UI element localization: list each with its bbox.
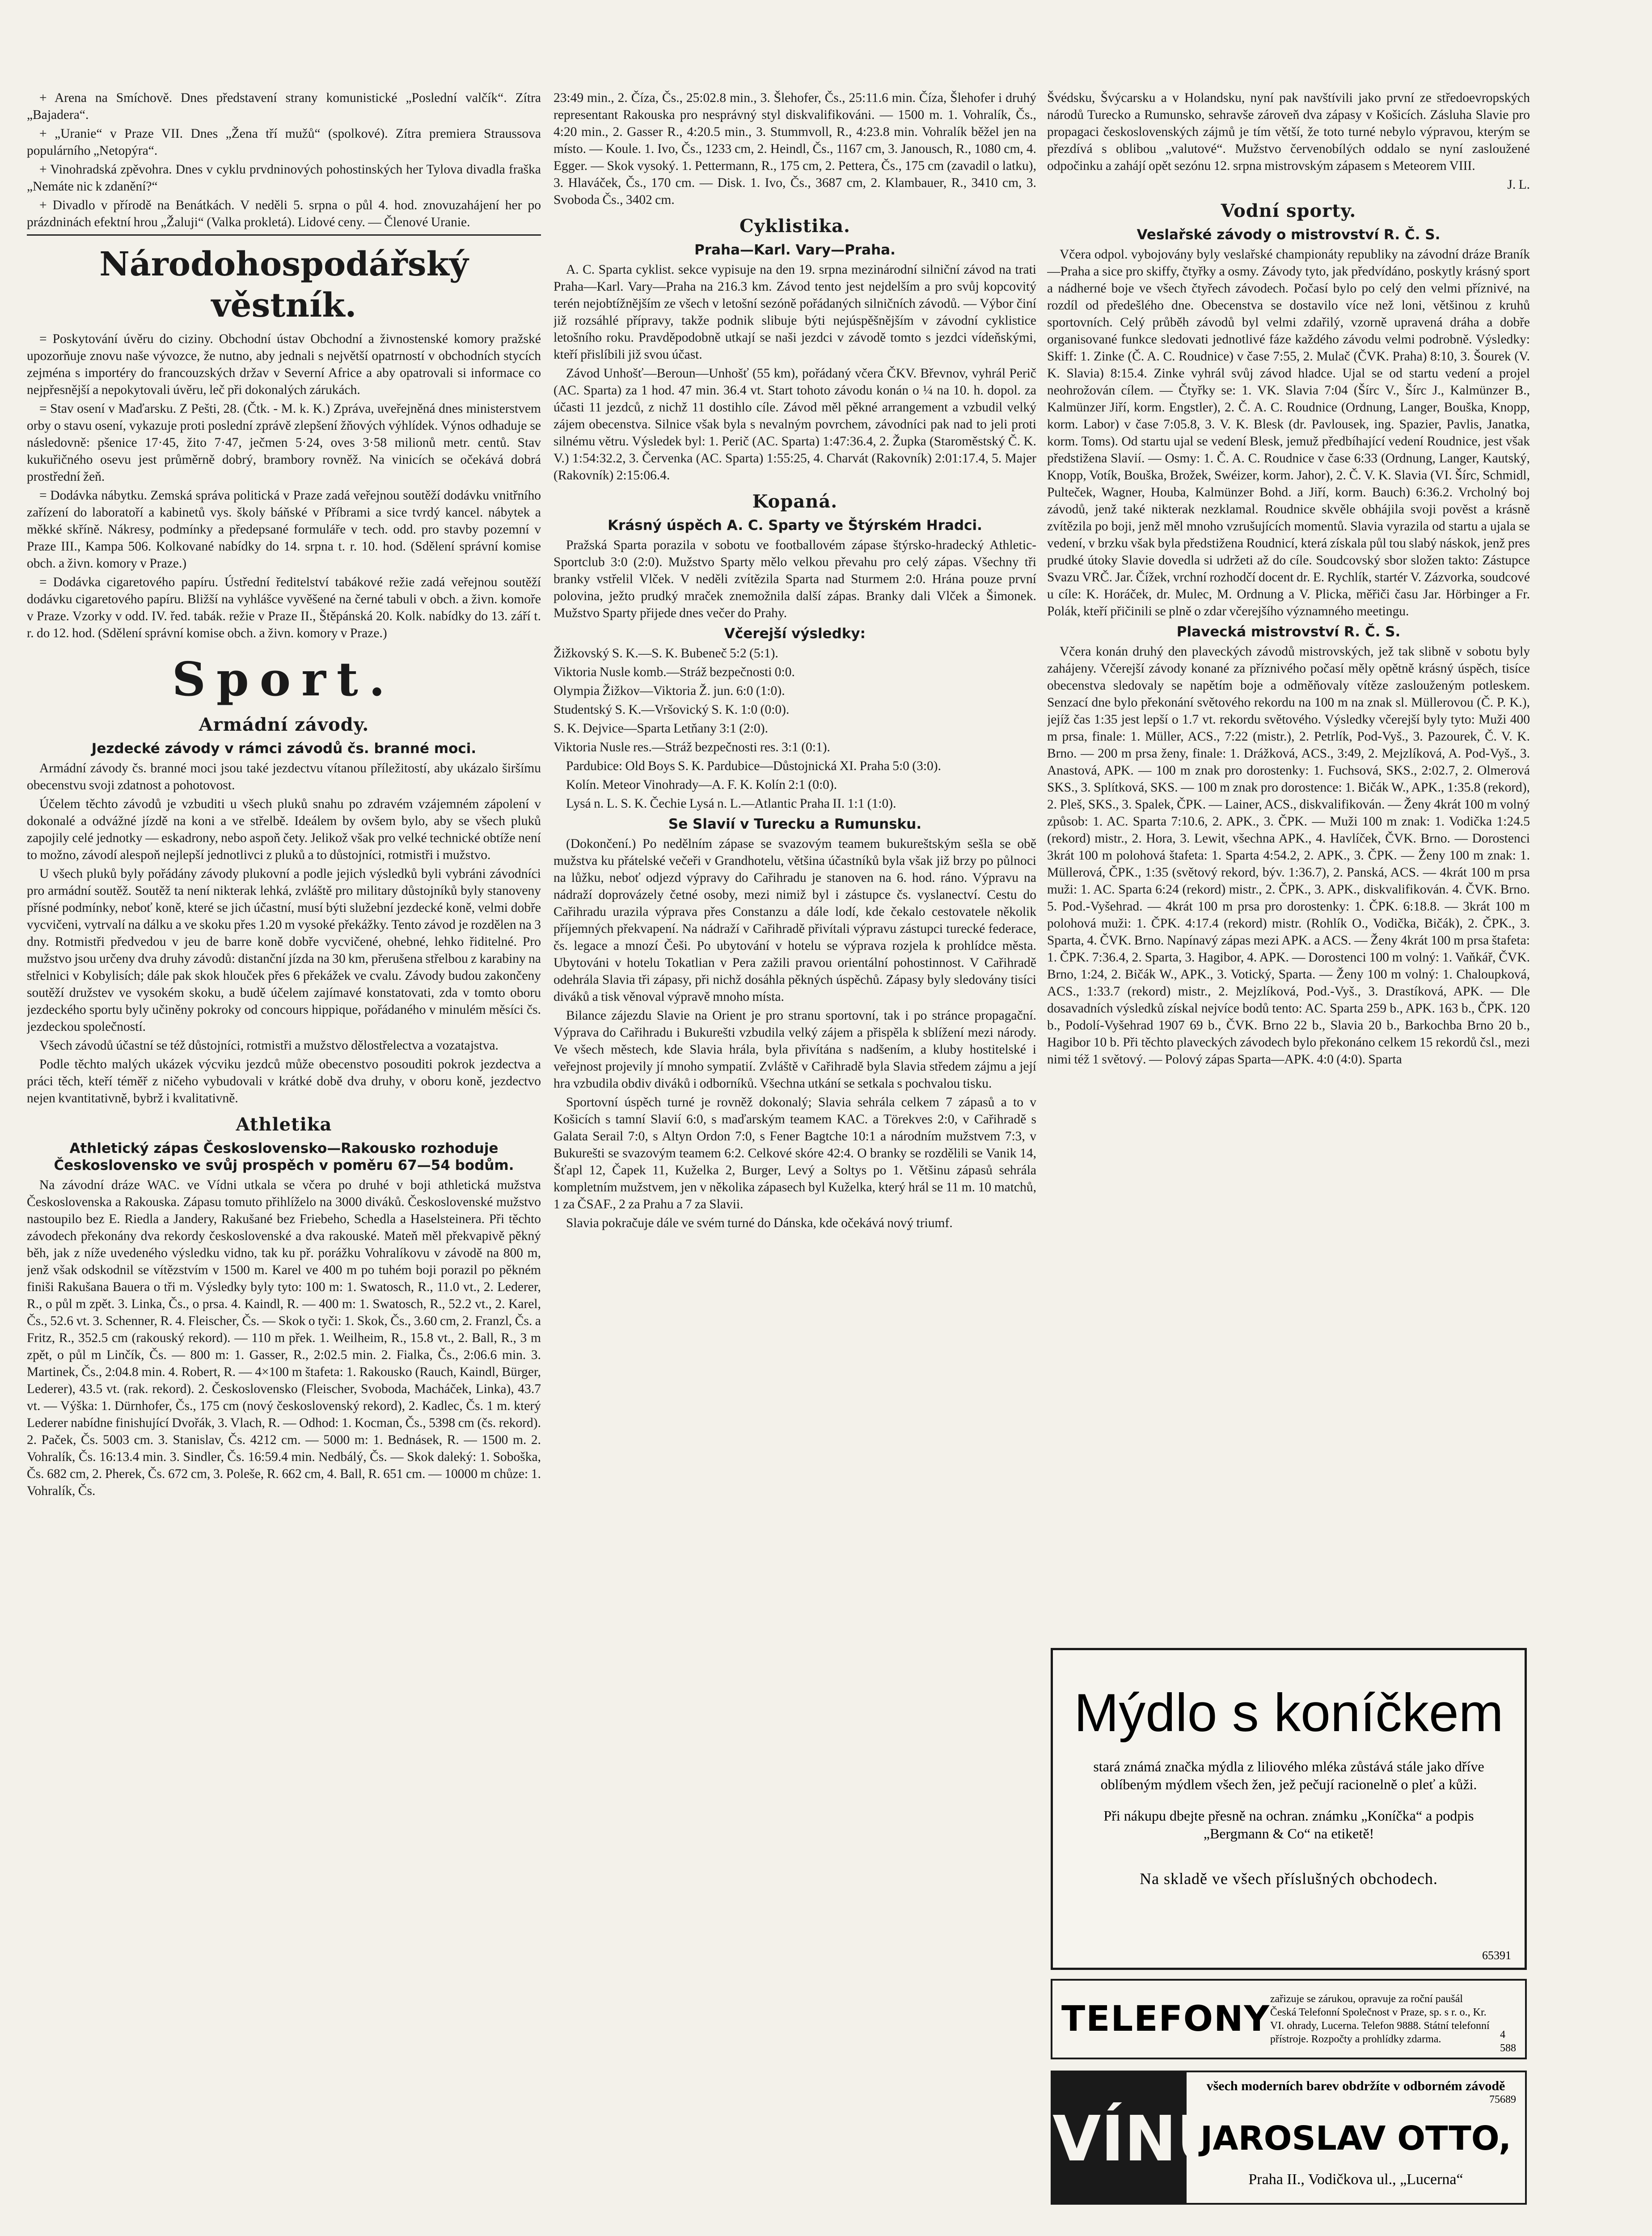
result-line: Viktoria Nusle res.—Stráž bezpečnosti res. 3:1 (0:1). bbox=[553, 740, 830, 754]
telephone-ad-title: TELEFONY bbox=[1061, 1999, 1270, 2039]
army-paragraph: Účelem těchto závodů je vzbuditi u všech pluků snahu po zdravém vzájemném zápolení v dokonalé a odvážné jízdě na koni a ve střelbě. Ideálem by ovšem bylo, aby se všech pluků zapojily celé jednotky — eskadrony, nebo aspoň čety. Jelikož však pro velké technické obtíže není to možno, závodí alespoň nejlepší jednotlivci z pluků a to důstojníci, rotmistři i mužstvo. bbox=[27, 797, 541, 862]
swimming-paragraph: Včera konán druhý den plaveckých závodů mistrovských, jež tak slibně v sobotu byly zahájeny. Včerejší závody konané za příznivého počasí měly opětně krásný úspěch, tisíce obecenstva sledovaly se napětím boje a odměňovaly vítěze zaslouženým potleskem. Senzací dne bylo překonání světového rekordu na 100 m na znak sl. Müllerovou (Č. P. K.), jejíž čas 1:35 jest lepší o 1.7 vt. rekordu světového. Výsledky včerejší byly tyto: Muži 400 m prsa, finale: 1. Müller, ACS., 7:22 (mistr.), 2. Petrlík, Pod-Vyš., 3. Pazourek, Č. V. K. Brno. — 200 m prsa ženy, finale: 1. Drážková, ACS., 3:49, 2. Mejzlíková, A. Pod-Vyš., 3. Anastová, APK. — 100 m znak pro dorostenky: 1. Fuchsová, SKS., 2:02.7, 2. Olmerová SKS., 3. Splítková, SKS. — 100 m znak pro dorostence: 1. Bičák W., APK., 1:35.8 (rekord), 2. Pleš, SKS., 3. Spalek, ČPK. — Lainer, ACS., diskvalifikován. — Ženy 4krát 100 m volný způsob: 1. AC. Sparta 7:10.6, 2. APK., 3. ČPK. — Muži 100 m znak: 1. Vodička 1:24.5 (rekord) mistr., 2. Hora, 3. Lewit, všechna APK., 4. Havlíček, ČVK. Brno. — Dorostenci 3krát 100 m polohová štafeta: 1. Sparta 4:54.2, 2. APK., 3. ČPK. — Ženy 100 m znak: 1. Müllerová, ČPK., 1:35 (světový rekord, býv. 1:36.7), 2. Panská, ACS. — 4krát 100 m prsa muži: 1. AC. Sparta 6:24 (rekord) mistr., 2. ČPK., 3. APK., diskvalifikován. 4. ČVK. Brno. 5. Pod.-Vyšehrad. — 4krát 100 m prsa pro dorostenky: 1. ČPK. 6:18.8. — 3krát 100 m polohová muži: 1. ČPK. 4:17.4 (rekord) mistr. (Rohlík O., Vodička, Bičák), 2. ČPK., 3. Sparta, 4. ČVK. Brno. Napínavý zápas mezi APK. a ACS. — Ženy 4krát 100 m prsa štafeta: 1. ČPK. 7:36.4, 2. Sparta, 3. Hagibor, 4. APK. — Dorostenci 100 m volný: 1. Vaňkář, ČVK. Brno, 1:24, 2. Bičák W., APK., 3. Votický, Sparta. — Ženy 100 m volný: 1. Chaloupková, ACS., 1:33.7 (rekord) mistr., 2. Mejzlíková, Pod.-Vyš., 3. Drastíková, APK. — Dle dosavadních výsledků získal nejvíce bodů tento: AC. Sparta 259 b., APK. 163 b., ČPK. 120 b., Podolí-Vyšehrad 1907 69 b., ČVK. Brno 22 b., Slavia 20 b., Barkochba Brno 20 b., Hagibor 10 b. Při těchto plaveckých závodech bylo překonáno celkem 15 rekordů čsl., mezi nimi též 1 světový. — Polový zápas Sparta—APK. 4:0 (4:0). Sparta bbox=[1047, 644, 1530, 1067]
athletics-heading: Athletika bbox=[236, 1114, 332, 1135]
athletics-continued: 23:49 min., 2. Číza, Čs., 25:02.8 min., 3. Šlehofer, Čs., 25:11.6 min. Číza, Šlehofer i druhý representant Rakouska pro nesprávný styl diskvalifikováni. — 1500 m. 1. Vohralík, Čs., 4:20 min., 2. Gasser R., 4:20.5 min., 3. Stummvoll, R., 4:23.8 min. Vohralík běžel jen na místo. — Koule. 1. Ivo, Čs., 1233 cm, 2. Heindl, Čs., 1167 cm, 3. Janousch, R., 1080 cm, 4. Egger. — Skok vysoký. 1. Pettermann, R., 175 cm, 2. Pettera, Čs., 175 cm (zavadil o latku), 3. Hlaváček, Čs., 170 cm. — Disk. 1. Ivo, Čs., 3687 cm, 2. Klambauer, R., 3410 cm, 3. Svoboda Čs., 3402 cm. bbox=[553, 91, 1036, 207]
result-line: Žižkovský S. K.—S. K. Bubeneč 5:2 (5:1). bbox=[553, 646, 778, 661]
football-heading: Kopaná. bbox=[752, 491, 838, 512]
theater-notice: + Divadlo v přírodě na Benátkách. V neděli 5. srpna o půl 4. hod. znovuzahájení her po prázdninách efektní hrou „Žaluji“ (Valka prokletá). Lidové ceny. — Členové Uranie. bbox=[27, 198, 541, 229]
theater-notice: + Vinohradská zpěvohra. Dnes v cyklu prvdninových pohostinských her Tylova divadla fraška „Nemáte nic k zdanění?“ bbox=[27, 162, 541, 194]
athletics-paragraph: Na závodní dráze WAC. ve Vídni utkala se včera po druhé v boji athletická mužstva Československa a Rakouska. Zápasu tomuto přihlíželo na 3000 diváků. Československé mužstvo nastoupilo bez E. Riedla a Jandery, Rakušané bez Friebeho, Schedla a Haselsteinera. Při těchto závodech překonány dva rekordy československé a dva rakouské. Mateň měl překvapivě pěkný běh, jak z níže uvedeného výsledku vidno, tak ku př. porážku Vohralíkovu v závodě na 800 m, jenž však odskodnil se vítězstvím v 1500 m. Karel ve 400 m po tuhém boji porazil po pěkném finiši Rakušana Bauera o tři m. Výsledky byly tyto: 100 m: 1. Swatosch, R., 11.0 vt., 2. Lederer, R., o půl m zpět. 3. Linka, Čs., o prsa. 4. Kaindl, R. — 400 m: 1. Swatosch, R., 52.2 vt., 2. Karel, Čs., 52.6 vt. 3. Schenner, R. 4. Fleischer, Čs. — Skok o tyči: 1. Skok, Čs., 3.60 cm, 2. Franzl, Čs. a Fritz, R., 352.5 cm (rakouský rekord). — 110 m přek. 1. Weilheim, R., 15.8 vt., 2. Ball, R., 3 m zpět, o půl m Linčík, Čs. — 800 m: 1. Gasser, R., 2:02.5 min. 2. Fialka, Čs., 2:06.6 min. 3. Martinek, Čs., 2:04.8 min. 4. Robert, R. — 4×100 m štafeta: 1. Rakousko (Rauch, Kaindl, Bürger, Lederer), 43.5 vt. (rak. rekord). 2. Československo (Fleischer, Svoboda, Macháček, Linka), 43.7 vt. — Výška: 1. Dürnhofer, Čs., 175 cm (nový československý rekord), 2. Kadlec, Čs. 1 m. který Lederer nabídne finishující Dvořák, 3. Vlach, R. — Odhod: 1. Kocman, Čs., 5398 cm (čs. rekord). 2. Paček, Čs. 5003 cm. 3. Stanislav, Čs. 4212 cm. — 5000 m: 1. Bednásek, R. — 1500 m. 2. Vohralík, Čs. 16:13.4 min. 3. Sindler, Čs. 16:59.4 min. Nedbálý, Čs. — Skok daleký: 1. Soboška, Čs. 682 cm, 2. Pherek, Čs. 672 cm, 3. Poleše, R. 662 cm, 4. Ball, R. 651 cm. — 10000 m chůze: 1. Vohralík, Čs. bbox=[27, 1178, 541, 1498]
army-heading: Armádní závody. bbox=[199, 714, 369, 735]
slavia-paragraph: Slavia pokračuje dále ve svém turné do Dánska, kde očekává nový triumf. bbox=[566, 1216, 953, 1230]
soap-ad-text: Při nákupu dbejte přesně na ochran. známku „Koníčka“ a podpis „Bergmann & Co“ na etiketě! bbox=[1103, 1808, 1474, 1842]
cycling-subheading: Praha—Karl. Vary—Praha. bbox=[694, 242, 896, 258]
army-paragraph: Všech závodů účastní se též důstojníci, rotmistři a mužstvo dělostřelectva a vozatajstva. bbox=[39, 1038, 499, 1053]
result-line: Lysá n. L. S. K. Čechie Lysá n. L.—Atlantic Praha II. 1:1 (1:0). bbox=[566, 796, 896, 811]
author-signature: J. L. bbox=[1507, 178, 1530, 192]
economic-section-title: Národohospodářský věstník. bbox=[99, 245, 469, 325]
column-left bbox=[27, 89, 541, 2236]
paint-ad-line: všech moderních barev obdržíte v odborném závodě bbox=[1206, 2079, 1505, 2093]
rowing-paragraph: Včera odpol. vybojovány byly veslařské championáty republiky na závodní dráze Braník—Praha a sice pro skiffy, čtyřky a osmy. Závody tyto, jak předvídáno, poskytly krásný sport a nádherné boje ve všech čtyřech závodech. Počasí bylo po celý den velmi příznivé, na rozdíl od předešlého dne. Obecenstva se dostavilo více než loni, většinou z kruhů sportovních. Celý průběh závodů byl velmi zdařilý, vzorně upravená dráha a dobře organisované funkce sledovati jednotlivé fáze každého závodu velmi podrobně. Výsledky: Skiff: 1. Zinke (Č. A. C. Roudnice) v čase 7:55, 2. Mulač (ČVK. Praha) 8:10, 3. Šourek (V. K. Slavia) 8:15.4. Zinke vyhrál svůj závod hladce. Ujal se od startu vedení a projel neohrožován cílem. — Čtyřky se: 1. VK. Slavia 7:04 (Šírc V., Šírc J., Kalmünzer B., Kalmünzer Jiří, korm. Engstler), 2. Č. A. C. Roudnice (Ordnung, Langer, Bouška, Knopp, korm. Labor) v čase 7:05.8, 3. V. K. Blesk (dr. Pavlousek, ing. Spazier, Pavlis, Janatka, korm. Toms). Od startu ujal se vedení Blesk, jemuž předbíhající vedení Roudnice, jest však předstižena Slavií. — Osmy: 1. Č. A. C. Roudnice v čase 6:33 (Ordnung, Langer, Kautský, Knopp, Votík, Bouška, Brožek, Swéizer, korm. Jahor), 2. Č. V. K. Slavia (VI. Šírc, Schmidl, Pulteček, Wagner, Houba, Kalmünzer Bohd. a Jiří, korm. Bauch) 6:36.2. Vrcholný boj závodů, jenž také nikterak nezklamal. Roudnice skvěle obhájila svoji pověst a krásně zvítězila po boji, jenž měl mnoho vzrušujících momentů. Slavia vyrazila od startu a ujala se vedení, v brzku však byla předstižena Roudnicí, která získala půl tou slabý náskok, jenž pres prudké útoky Slavie dovedla si udržeti až do cíle. Soudcovský sbor složen takto: Zástupce Svazu VRČ. Jar. Čížek, vrchní rozhodčí docent dr. E. Rychlík, startér V. Zázvorka, soudcové u cíle: K. Horáček, dr. Mulec, M. Ordnung a V. Plicka, měřiči času Jar. Hörbinger a Fr. Polák, kteří přičinili se plně o zdar včerejšího významného meetingu. bbox=[1047, 247, 1530, 618]
soap-ad-title: Mýdlo s koníčkem bbox=[1074, 1683, 1504, 1743]
sport-section-title: Sport. bbox=[172, 652, 396, 707]
result-line: Viktoria Nusle komb.—Stráž bezpečnosti 0:0. bbox=[553, 665, 795, 679]
slavia-paragraph: Sportovní úspěch turné je rovněž dokonalý; Slavia sehrála celkem 7 zápasů a to v Košicích s tamní Slavií 6:0, s maďarským teamem KAC. a Törekves 2:0, v Cařihradě s Galata Serail 7:0, s Altyn Ordon 7:0, s Fener Bagtche 10:1 a národním mužstvem 7:3, v Bukurešti se svazovým teamem 6:2. Celkové skóre 42:4. O branky se rozdělili se Vanik 14, Šťapl 12, Čapek 11, Kuželka 2, Burger, Levý a Soltys po 1. Většinu zápasů sehrála kompletním mužstvem, jen v několika zápasech byl Kuželka, který hrál se 11 m. 10 matchů, 1 za ČSAF., 2 za Prahu a 7 za Slavii. bbox=[553, 1095, 1036, 1211]
divider bbox=[27, 234, 541, 236]
paint-ad-body bbox=[1187, 2072, 1525, 2203]
paint-ad-logo: VÍNU bbox=[1052, 2072, 1187, 2203]
econ-article: = Dodávka nábytku. Zemská správa politická v Praze zadá veřejnou soutěží dodávku vnitřního zařízení do laboratoří a kabinetů vys. školy báňské v Příbrami a sice tvrdý kancel. nábytek a měkké skříně. Nákresy, podmínky a předepsané formuláře v tech. odd. pro stavby pozemní v Praze III., Kampa 506. Kolkované nabídky do 14. srpna t. r. 10. hod. (Sdělení správní komise obch. a živn. komory v Praze.) bbox=[27, 488, 541, 571]
theater-notice: + Arena na Smíchově. Dnes představení strany komunistické „Poslední valčík“. Zítra „Bajadera“. bbox=[27, 91, 541, 122]
econ-article: = Dodávka cigaretového papíru. Ústřední ředitelství tabákové režie zadá veřejnou soutěží dodávku cigaretového papíru. Bližší na vyhlášce vyvěšené na černé tabuli v obch. a živn. komoře v Praze. Vzorky v odd. IV. řed. tabák. režie v Praze II., Štěpánská 20. Kolk. nabídky do 13. září t. r. do 12. hod. (Sdělení správní komise obch. a živn. komory v Praze.) bbox=[27, 575, 541, 640]
theater-notice: + „Uranie“ v Praze VII. Dnes „Žena tří mužů“ (spolkové). Zítra premiera Straussova populárního „Netopýra“. bbox=[27, 127, 541, 158]
cycling-heading: Cyklistika. bbox=[739, 216, 850, 237]
paint-advertisement bbox=[1051, 2071, 1527, 2205]
result-line: S. K. Dejvice—Sparta Letňany 3:1 (2:0). bbox=[553, 721, 768, 736]
telephone-ad-text: zařizuje se zárukou, opravuje za roční paušál Česká Telefonní Společnost v Praze, sp. s r. o., Kr. VI. ohrady, Lucerna. Telefon 9888. Státní telefonní přístroje. Rozpočty a prohlídky zdarma. bbox=[1270, 1993, 1490, 2045]
army-paragraph: Armádní závody čs. branné moci jsou také jezdectvu vítanou příležitostí, aby ukázalo širšímu obecenstvu svoji zdatnost a pohotovost. bbox=[27, 761, 541, 792]
column-right bbox=[1047, 89, 1530, 1641]
result-line: Studentský S. K.—Vršovický S. K. 1:0 (0:0). bbox=[553, 703, 790, 717]
soap-ad-footer: Na skladě ve všech příslušných obchodech. bbox=[1140, 1870, 1438, 1888]
results-heading: Včerejší výsledky: bbox=[724, 626, 866, 642]
result-line: Kolín. Meteor Vinohrady—A. F. K. Kolín 2:1 (0:0). bbox=[566, 778, 837, 792]
football-paragraph: Pražská Sparta porazila v sobotu ve footballovém zápase štýrsko-hradecký Athletic-Sportclub 3:0 (2:0). Mužstvo Sparty mělo velkou převahu pro celý zápas. Všechny tři branky vstřelil Vlček. V neděli zvítězila Sparta nad Sturmem 2:0. Hrána pouze první polovina, ježto prudký mraček znemožnila další zápas. Branky dali Vlček a Šimonek. Mužstvo Sparty přijede dnes večer do Prahy. bbox=[553, 538, 1036, 620]
slavia-heading: Se Slavií v Turecku a Rumunsku. bbox=[668, 816, 922, 832]
telephone-advertisement bbox=[1051, 1979, 1527, 2059]
football-subheading: Krásný úspěch A. C. Sparty ve Štýrském Hradci. bbox=[608, 517, 982, 534]
paint-ad-address: Praha II., Vodičkova ul., „Lucerna“ bbox=[1248, 2171, 1463, 2188]
column-middle bbox=[553, 89, 1036, 2236]
ad-code: 75689 bbox=[1489, 2094, 1516, 2105]
soap-ad-text: stará známá značka mýdla z liliového mléka zůstává stále jako dříve oblíbeným mýdlem všech žen, jež pečují racionelně o pleť a kůži. bbox=[1093, 1758, 1484, 1792]
ad-code: 4 588 bbox=[1500, 2029, 1516, 2054]
paint-ad-company: JAROSLAV OTTO, bbox=[1200, 2119, 1512, 2158]
swimming-heading: Plavecká mistrovství R. Č. S. bbox=[1176, 624, 1401, 640]
cycling-paragraph: A. C. Sparta cyklist. sekce vypisuje na den 19. srpna mezinárodní silniční závod na trati Praha—Karl. Vary—Praha na 216.3 km. Závod tento jest nejdelším a pro svůj kopcovitý terén nejobtížnějším ze všech v letošní sezóně pořádaných silničních závodů. — Výbor činí již rozsáhlé přípravy, takže podnik slibuje býti nejúspěšnějším v závodní cyklistice letošního roku. Pravděpodobně utkají se naši jezdci v závodě tomto s jezdci vídeňskými, kteří přislíbili již svou účast. bbox=[553, 263, 1036, 362]
slavia-paragraph: Bilance zájezdu Slavie na Orient je pro stranu sportovní, tak i po stránce propagační. Výprava do Cařihradu i Bukurešti vzbudila velký zájem a přispěla k sblížení mezi národy. Ve všech městech, kde Slavia hrála, byla přivítána s nadšením, a kluby hostitelské i veřejnost projevily jí mnoho sympatií. Zvláště v Cařihradě byla Slavia středem zájmu a její hra vzbudila obdiv diváků i odborníků. Všechna utkání se setkala s pochvalou tisku. bbox=[553, 1008, 1036, 1091]
result-line: Pardubice: Old Boys S. K. Pardubice—Důstojnická XI. Praha 5:0 (3:0). bbox=[566, 759, 941, 773]
econ-article: = Stav osení v Maďarsku. Z Pešti, 28. (Čtk. - M. k. K.) Zpráva, uveřejněná dnes ministerstvem orby o stavu osení, vykazuje proti poslední zprávě zlepšení žňových výhlídek. Výnos odhaduje se následovně: pšenice 17·45, žito 7·47, ječmen 5·24, oves 3·58 milionů metr. centů. Stav kukuřičného osevu jest průměrně dobrý, brambory rovněž. Na vinicích se očekává dobrá prostřední žeň. bbox=[27, 402, 541, 484]
soap-advertisement bbox=[1051, 1648, 1527, 1970]
cycling-paragraph: Závod Unhošť—Beroun—Unhošť (55 km), pořádaný včera ČKV. Břevnov, vyhrál Perič (AC. Sparta) za 1 hod. 47 min. 36.4 vt. Start tohoto závodu konán o ¼ na 10. h. dopol. za účasti 11 jezdců, z nichž 11 dostihlo cíle. Závod měl pěkné arrangement a vzbudil velký zájem obecenstva. Silnice však byla s nevalným povrchem, závodníci pak nad to jeli proti silnému větru. Výsledek byl: 1. Perič (AC. Sparta) 1:47:36.4, 2. Župka (Staroměstský Č. K. V.) 1:54:32.2, 3. Červenka (AC. Sparta) 1:55:25, 4. Charvát (Rakovník) 2:01:17.4, 5. Majer (Rakovník) 2:15:06.4. bbox=[553, 366, 1036, 483]
slavia-conclusion: Švédsku, Švýcarsku a v Holandsku, nyní pak navštívili jako první ze středoevropských národů Turecko a Rumunsko, sehravše zároveň dva zápasy v Košicích. Zásluha Slavie pro propagaci československých zájmů je tím větší, že toto turné nebylo výpravou, kterým se přezdívá s oblibou „valutové“. Mužstvo červenobílých oddalo se nyní zasloužené odpočinku a zahájí opět sezónu 12. srpna mistrovským zápasem s Meteorem VIII. bbox=[1047, 91, 1530, 173]
army-paragraph: U všech pluků byly pořádány závody plukovní a podle jejich výsledků byli vybráni závodníci pro armádní soutěž. Soutěž ta není nikterak lehká, zvláště pro military důstojníků byly stanoveny přísné podmínky, neboť koně, které se jich účastní, musí býti služební jezdecké koně, velmi dobře vycvičeni, vytrvalí na dálku a ve skoku přes 1.20 m vysoké překážky. Tento závod je rozdělen na 3 dny. Rotmistři předvedou v jeu de barre koně dobře vycvičené, ohebné, lehko řiditelné. Pro mužstvo jsou určeny dva druhy závodů: distanční jízda na 30 km, přerušena střelbou z karabiny na střelnici v Kobylisích; dále pak skok hlouček přes 6 překážek ve cvalu. Závody budou zakončeny soutěží družstev ve vysokém skoku, a budě účelem zajímavé konstatovati, zda v tomto oboru jezdeckého sportu byly učiněny pokroky od concours hippique, pořádaného v minulém měsíci čs. jezdeckou společností. bbox=[27, 867, 541, 1034]
slavia-paragraph: (Dokončení.) Po nedělním zápase se svazovým teamem bukureštským sešla se obě mužstva ku přátelské večeři v Grandhotelu, většina účastníků byla však již brzy po půlnoci na lůžku, neboť odjezd výpravy do Cařihradu je stanoven na 6. hod. ráno. Výpravu na nádraží doprovázely četné osoby, mezi nimiž byl i zástupce čs. vyslanectví. Cestu do Cařihradu urazila výprava přes Constanzu a dále lodí, kde čekalo cestovatele několik příjemných překvapení. Na nádraží v Cařihradě přivítali výpravu zástupci turecké federace, čs. legace a mnozí Češi. Po ubytování v hotelu se výprava rozjela k prohlídce města. Ubytováni v hotelu Tokatlian v Pera zažili pravou orientální pohostinnost. V Cařihradě odehrála Slavia tři zápasy, při nichž dosáhla pěkných úspěchů. Zápasy byly sledovány tisíci diváků a tisk věnoval výpravě mnoho místa. bbox=[553, 837, 1036, 1004]
econ-article: = Poskytování úvěru do ciziny. Obchodní ústav Obchodní a živnostenské komory pražské upozorňuje znovu naše vývozce, že nutno, aby jednali s největší opatrností v obchodních stycích zejména s importéry do francouzských držav v Severní Africe a aby opatrovali si informace co nejpřesnější a nepokytovali úvěru, leč při dokonalých zárukách. bbox=[27, 332, 541, 397]
ad-code: 65391 bbox=[1482, 1949, 1511, 1962]
water-sports-heading: Vodní sporty. bbox=[1221, 200, 1356, 221]
rowing-subheading: Veslařské závody o mistrovství R. Č. S. bbox=[1137, 227, 1441, 243]
result-line: Olympia Žižkov—Viktoria Ž. jun. 6:0 (1:0). bbox=[553, 684, 785, 698]
army-paragraph: Podle těchto malých ukázek výcviku jezdců může obecenstvo posouditi pokrok jezdectva a práci těch, kteří téměř z ničeho vybudovali v krátké době dva druhy, v oboru koně, jezdectvo nejen kvantitativně, bybrž i kvalitativně. bbox=[27, 1057, 541, 1105]
athletics-subheading: Athletický zápas Československo—Rakousko rozhoduje Československo ve svůj prospěch v poměru 67—54 bodům. bbox=[54, 1140, 514, 1173]
army-subheading: Jezdecké závody v rámci závodů čs. branné moci. bbox=[91, 741, 477, 757]
